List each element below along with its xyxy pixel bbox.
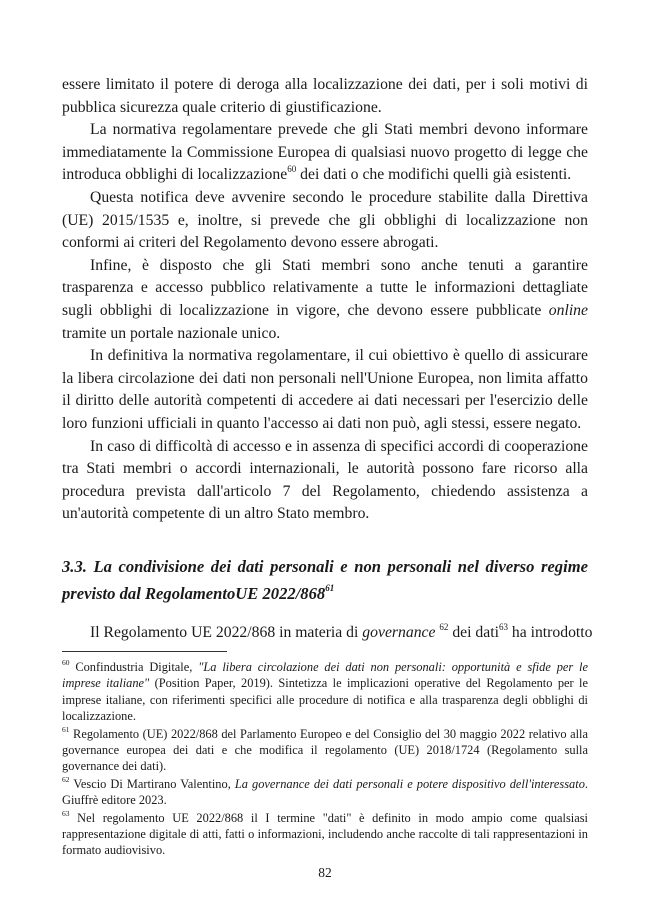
paragraph <box>62 119 588 187</box>
footnote-text: Nel regolamento UE 2022/868 il I termine "dati" è definito in modo ampio come qualsiasi rappresentazione digitale di atti, fatti o informazioni, includendo anche raccolte di tali rappresentazioni in formato audiovisivo. <box>62 810 588 858</box>
footnote-text: Confindustria Digitale, <box>69 660 199 674</box>
footnotes <box>62 659 588 860</box>
footnote-ref[interactable]: 63 <box>498 621 508 632</box>
paragraph-text: In caso di difficoltà di accesso e in assenza di specifici accordi di cooperazione tra Stati membri o accordi internazionali, le autorità possono fare ricorso alla procedura prevista dall'articolo 7 del Regolamento, chiedendo assistenza a un'autorità competente di un altro Stato membro. <box>62 437 588 523</box>
paragraph-text: Questa notifica deve avvenire secondo le procedure stabilite dalla Direttiva (UE) 2015/1535 e, inoltre, si prevede che gli obblighi di localizzazione non conformi ai criteri del Regolamento devono essere abrogati. <box>62 188 588 252</box>
footnote-separator <box>62 651 227 652</box>
footnote-text: Vescio Di Martirano Valentino, <box>69 776 235 791</box>
paragraph-text: Infine, è disposto che gli Stati membri sono anche tenuti a garantire trasparenza e accesso pubblico relativamente a tutte le informazioni dettagliate sugli obblighi di localizzazione in vigore, che devono essere pubblicate <box>62 256 588 319</box>
footnote-ref[interactable]: 61 <box>325 583 335 594</box>
footnote-ref[interactable]: 62 <box>439 621 449 632</box>
body-text <box>62 74 588 526</box>
footnote-number: 63 <box>62 808 70 818</box>
footnote <box>62 659 588 725</box>
paragraph-text: In definitiva la normativa regolamentare, il cui obiettivo è quello di assicurare la libera circolazione dei dati non personali nell'Unione Europea, non limita affatto il diritto delle autorità competenti di accedere ai dati necessari per l'esercizio delle loro funzioni ufficiali in quanto l'accesso ai dati non può, agli stessi, essere negato. <box>62 347 588 432</box>
paragraph <box>62 621 593 645</box>
paragraph-text: Il Regolamento UE 2022/868 in materia di <box>90 624 363 641</box>
footnote <box>62 810 588 859</box>
italic-term: governance <box>362 624 436 641</box>
footnote-ref[interactable]: 60 <box>287 164 297 175</box>
paragraph <box>62 436 588 526</box>
paragraph <box>62 74 588 119</box>
paragraph-text: dei dati o che modifichi quelli già esistenti. <box>296 166 572 184</box>
footnote-text: Regolamento (UE) 2022/868 del Parlamento Europeo e del Consiglio del 30 maggio 2022 relativo alla governance europea dei dati e che modifica il regolamento (UE) 2018/1724 (Regolamento sulla governance dei dati). <box>62 726 588 774</box>
page-number: 82 <box>318 865 332 880</box>
paragraph-text: La normativa regolamentare prevede che gli Stati membri devono informare immediatamente la Commissione Europea di qualsiasi nuovo progetto di legge che introduca obblighi di localizzazione <box>62 121 588 184</box>
paragraph-text: essere limitato il potere di deroga alla localizzazione dei dati, per i soli motivi di pubblica sicurezza quale criterio di giustificazione. <box>62 76 588 116</box>
footnote-number: 62 <box>62 774 70 784</box>
footnote-title: La governance dei dati personali e potere dispositivo dell'interessato <box>234 776 585 791</box>
section-heading <box>62 553 588 607</box>
footnote-number: 60 <box>62 657 70 667</box>
paragraph <box>62 187 588 255</box>
footnote <box>62 776 588 809</box>
footnote-title: "La libera circolazione dei dati non personali: opportunità e sfide per le imprese italiane" <box>62 660 588 691</box>
paragraph-text: dei dati <box>448 624 499 641</box>
footnote-text: (Position Paper, 2019). Sintetizza le implicazioni operative del Regolamento per le imprese italiane, con riferimenti specifici alle procedure di notifica e alla trasparenza degli obblighi di localizzazione. <box>62 676 588 724</box>
paragraph <box>62 255 588 345</box>
section-heading-text: 3.3. La condivisione dei dati personali e non personali nel diverso regime previsto dal RegolamentoUE 2022/868 <box>62 557 588 603</box>
paragraph <box>62 345 588 435</box>
italic-term: online <box>548 301 588 319</box>
footnote-text: . Giuffrè editore 2023. <box>62 776 588 808</box>
footnote <box>62 726 588 775</box>
paragraph-text: tramite un portale nazionale unico. <box>62 324 281 342</box>
footnote-number: 61 <box>62 724 70 734</box>
paragraph-text: ha introdotto <box>507 624 593 641</box>
